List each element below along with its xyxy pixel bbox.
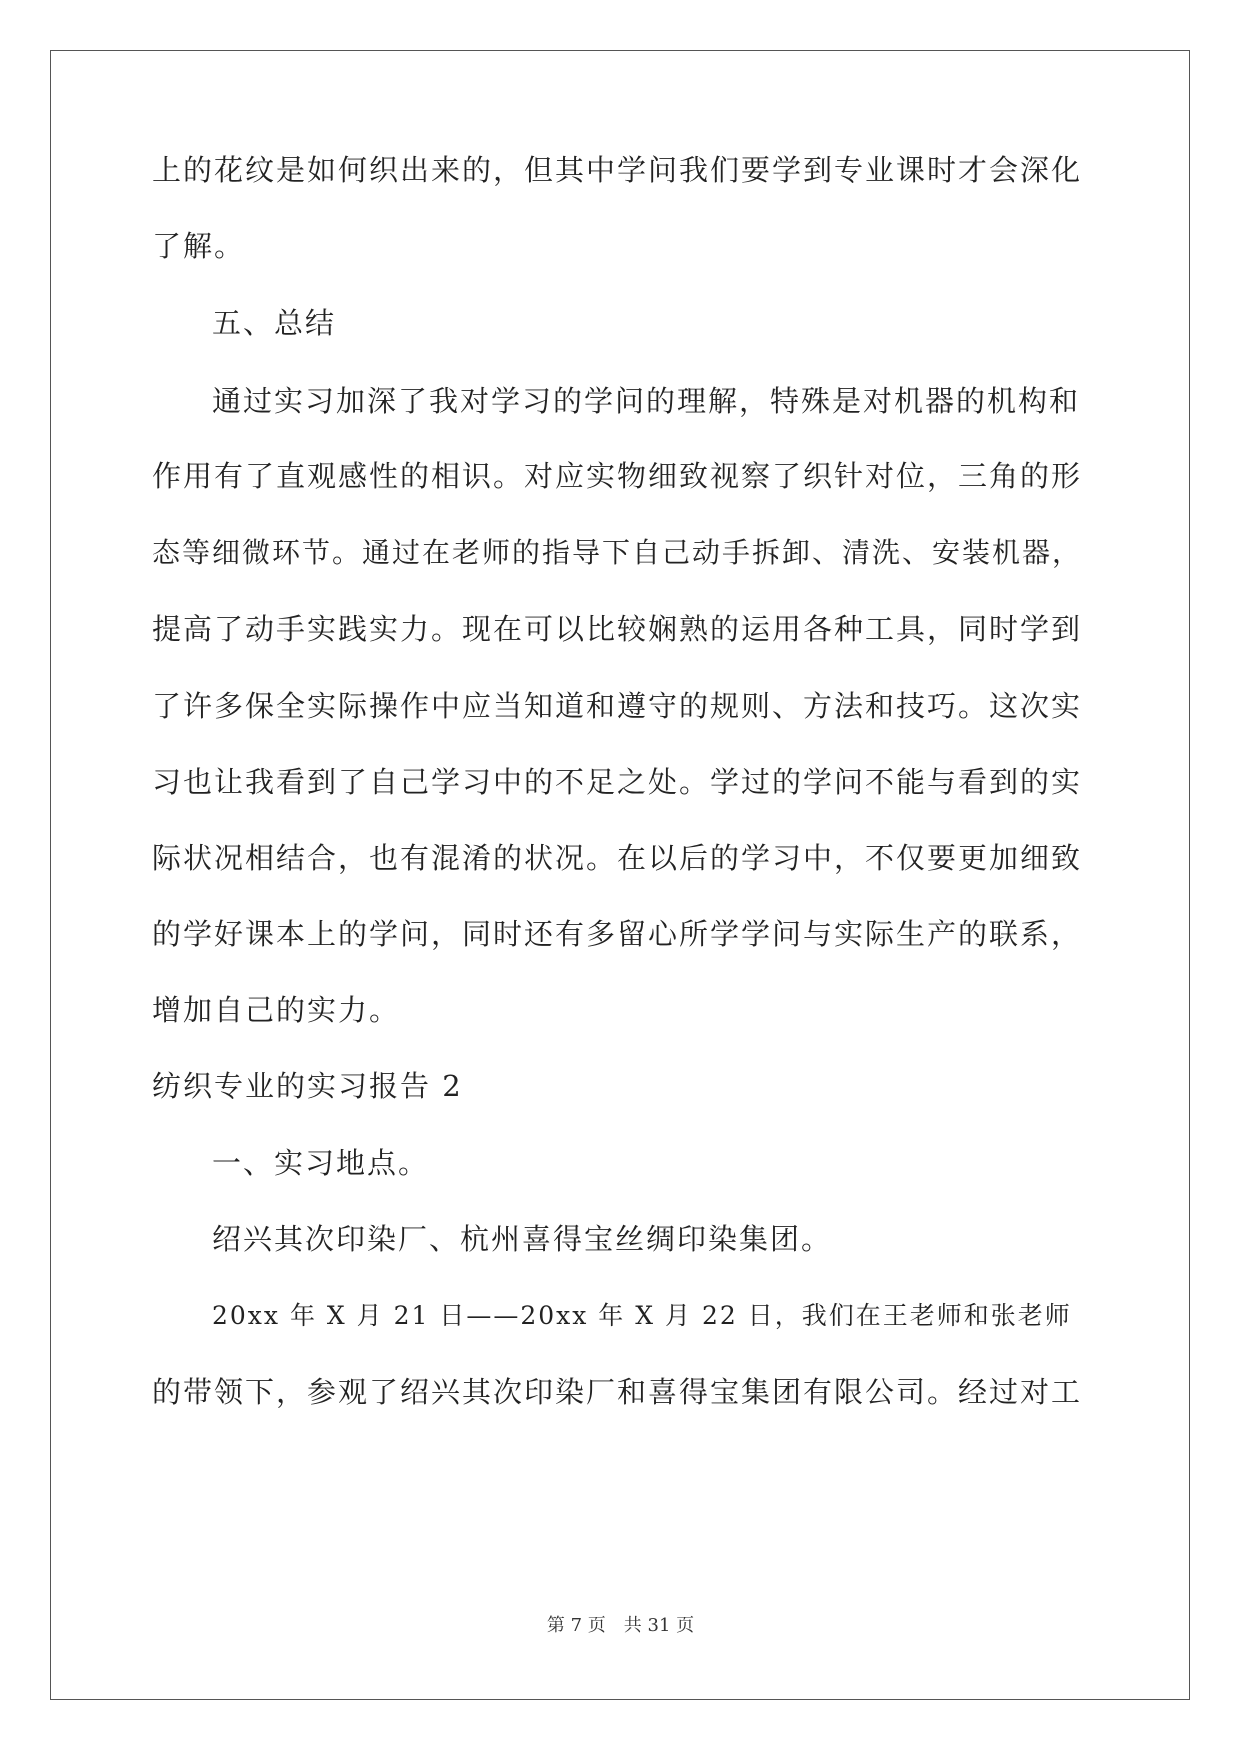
text-line: 际状况相结合，也有混淆的状况。在以后的学习中，不仅要更加细致 [152,841,1083,875]
section-heading: 一、实习地点。 [212,1146,430,1180]
text-line: 了许多保全实际操作中应当知道和遵守的规则、方法和技巧。这次实 [152,689,1083,723]
text-line: 习也让我看到了自己学习中的不足之处。学过的学问不能与看到的实 [152,765,1083,799]
text-line: 的学好课本上的学问，同时还有多留心所学学问与实际生产的联系， [152,917,1083,951]
text-line: 态等细微环节。通过在老师的指导下自己动手拆卸、清洗、安装机器， [152,536,1083,569]
text-line: 增加自己的实力。 [152,993,401,1027]
section-heading: 五、总结 [212,306,337,340]
page-total: 共 31 页 [623,1615,695,1636]
page-footer [0,1615,1241,1637]
text-line: 提高了动手实践实力。现在可以比较娴熟的运用各种工具，同时学到 [152,612,1083,646]
text-line: 通过实习加深了我对学习的学问的理解，特殊是对机器的机构和 [212,384,1081,418]
report-title: 纺织专业的实习报告 2 [152,1069,463,1103]
text-line: 绍兴其次印染厂、杭州喜得宝丝绸印染集团。 [212,1222,833,1256]
text-line: 作用有了直观感性的相识。对应实物细致视察了织针对位，三角的形 [152,459,1083,493]
text-line: 上的花纹是如何织出来的，但其中学问我们要学到专业课时才会深化 [152,153,1083,187]
text-line: 了解。 [152,229,246,263]
text-line: 的带领下，参观了绍兴其次印染厂和喜得宝集团有限公司。经过对工 [152,1375,1083,1409]
text-line: 20xx 年 X 月 21 日——20xx 年 X 月 22 日，我们在王老师和张老师 [212,1301,1072,1330]
page-number: 第 7 页 [546,1615,606,1636]
